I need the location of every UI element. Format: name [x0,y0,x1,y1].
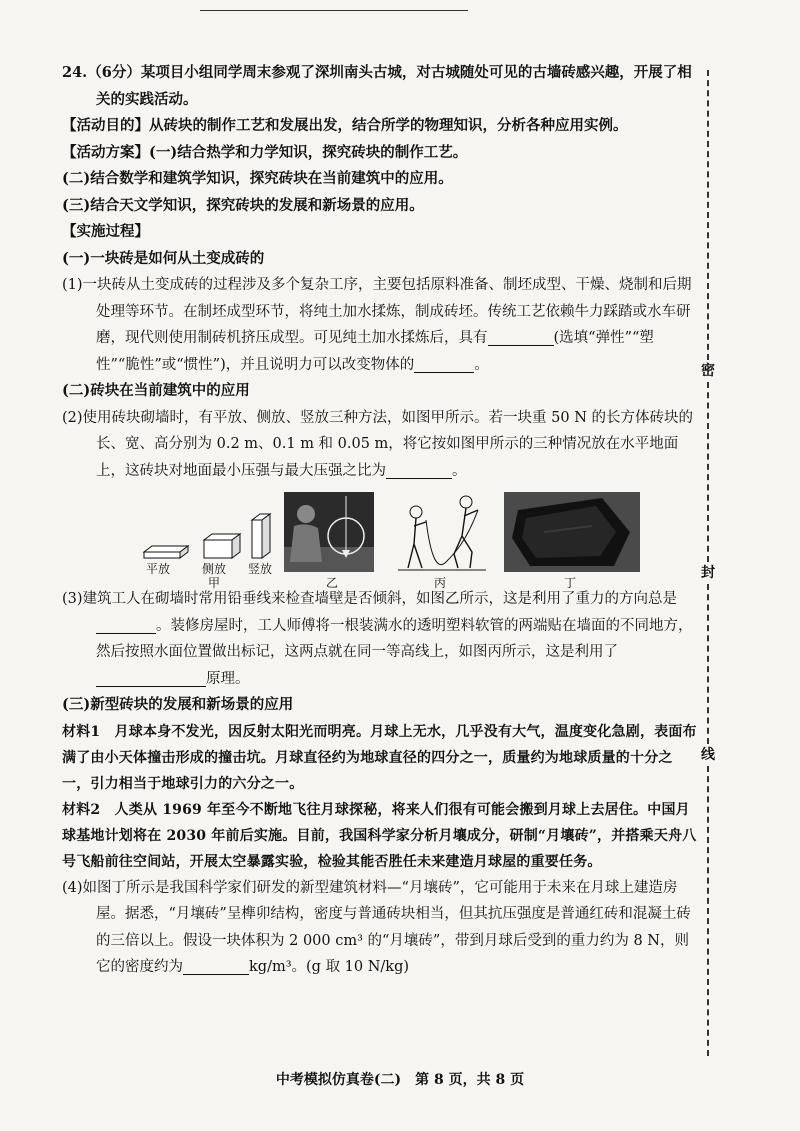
label-ding: 丁 [564,576,577,590]
part-3 [62,586,697,692]
figure-ding-lunar-brick [504,492,640,572]
material-2: 材料2 人类从 1969 年至今不断地飞往月球探秘，将来人们很有可能会搬到月球上去居住。中国月球基地计划将在 2030 年前后实施。目前，我国科学家分析月壤成分，研制“月壤砖”，并搭乘天舟八号飞船前往空间站，开展太空暴露实验，检验其能否胜任未来建造月球屋的重要任务。 [62,801,697,870]
figure-bing-water-hose [396,492,488,574]
top-rule [200,10,468,11]
answer-blank-4[interactable] [96,617,156,634]
binding-line-lower [707,584,709,744]
activity-plan-2: (二)结合数学和建筑学知识，探究砖块在当前建筑中的应用。 [62,170,453,187]
label-yi: 乙 [326,576,339,590]
label-upright: 竖放 [248,562,273,576]
binding-line-bottom [707,766,709,1056]
section-2-heading: (二)砖块在当前建筑中的应用 [62,382,250,399]
activity-plan-1: 【活动方案】(一)结合热学和力学知识，探究砖块的制作工艺。 [62,143,468,161]
part-1 [62,272,697,378]
part-1-text-b: (选填“弹性”“塑性”“脆性”或“惯性”)，并且说明力可以改变物体的 [96,330,654,373]
label-jia: 甲 [208,576,221,590]
answer-blank-3[interactable] [386,462,452,479]
part-1-text-c: 。 [474,356,489,373]
process-heading: 【实施过程】 [62,223,149,240]
figure-jia-bricks [140,510,280,566]
q24-header: 24.（6分）某项目小组同学周末参观了深圳南头古城，对古城随处可见的古墙砖感兴趣，开展了相关的实践活动。 [62,64,692,108]
part-4 [62,875,697,981]
binding-char-1: 密 [700,360,716,380]
activity-goal: 【活动目的】从砖块的制作工艺和发展出发，结合所学的物理知识，分析各种应用实例。 [62,117,628,134]
activity-plan-3: (三)结合天文学知识，探究砖块的发展和新场景的应用。 [62,196,424,214]
label-side: 侧放 [202,562,227,576]
page-footer: 中考模拟仿真卷(二) 第 8 页，共 8 页 [275,1072,525,1088]
material-1: 材料1 月球本身不发光，因反射太阳光而明亮。月球上无水，几乎没有大气，温度变化急剧，表面布满了由小天体撞击形成的撞击坑。月球直径约为地球直径的四分之一，质量约为地球质量的十分之一，引力相当于地球引力的六分之一。 [62,723,697,792]
part-2-text-a: (2)使用砖块砌墙时，有平放、侧放、竖放三种方法，如图甲所示。若一块重 50 N 的长方体砖块的长、宽、高分别为 0.2 m、0.1 m 和 0.05 m，将它按如图甲所示的三种情况放在水平地面上，这砖块对地面最小压强与最大压强之比为 [62,409,694,479]
binding-line-middle [707,382,709,562]
answer-blank-2[interactable] [414,356,474,373]
figure-yi-plumb-line [284,492,374,572]
answer-blank-1[interactable] [488,329,554,346]
part-1-text-a: (1)一块砖从土变成砖的过程涉及多个复杂工序，主要包括原料准备、制坯成型、干燥、烧制和后期处理等环节。在制坯成型环节，将纯土加水揉炼，制成砖坯。传统工艺依赖牛力踩踏或水车研磨，现代则使用制砖机挤压成型。可见纯土加水揉炼后，具有 [62,277,692,346]
section-1-heading: (一)一块砖是如何从土变成砖的 [62,249,265,267]
label-flat: 平放 [146,562,171,576]
answer-blank-5[interactable] [96,670,206,687]
part-2-text-b: 。 [452,462,467,479]
answer-blank-6[interactable] [183,958,249,975]
binding-line-upper [707,70,709,360]
question-24 [62,60,697,981]
part-4-text-b: kg/m³。(g 取 10 N/kg) [249,959,410,975]
binding-char-3: 线 [700,744,716,764]
part-4-text-a: (4)如图丁所示是我国科学家们研发的新型建筑材料—“月壤砖”，它可能用于未来在月球上建造房屋。据悉，“月壤砖”呈榫卯结构，密度与普通砖块相当，但其抗压强度是普通红砖和混凝土砖的三倍以上。假设一块体积为 2 000 cm³ 的“月壤砖”，带到月球后受到的重力约为 8 N，则它的密度约为 [62,879,691,975]
section-3-heading: (三)新型砖块的发展和新场景的应用 [62,696,294,713]
part-3-text-c: 原理。 [206,670,250,687]
binding-char-2: 封 [700,562,716,582]
label-bing: 丙 [434,576,447,590]
figure-row [62,490,697,590]
part-3-text-a: (3)建筑工人在砌墙时常用铅垂线来检查墙壁是否倾斜，如图乙所示，这是利用了重力的方向总是 [62,591,678,607]
part-2 [62,405,697,485]
part-3-text-b: 。装修房屋时，工人师傅将一根装满水的透明塑料软管的两端贴在墙面的不同地方，然后按照水面位置做出标记，这两点就在同一等高线上，如图丙所示，这是利用了 [96,617,693,660]
